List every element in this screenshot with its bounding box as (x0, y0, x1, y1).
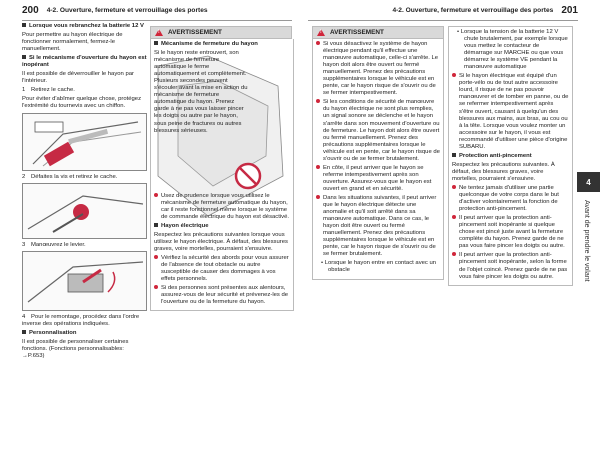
bullet-dot-icon (154, 285, 158, 289)
column-4 (448, 26, 573, 286)
warning-text: Si le hayon reste entrouvert, son mécanisme de fermeture automatique le ferme automatiquement et complètement. Plusieurs secondes peuvent s'écouler avant la mise en action du mécanisme de fermeture automatique du hayon. Prenez garde à ne pas vous laisser pincer les doigts ou autre par le hayon, sous peine de fractures ou autres blessures sérieuses. (154, 50, 248, 134)
step-number: 1 (22, 87, 26, 94)
warning-icon (317, 29, 325, 36)
warning-label: AVERTISSEMENT (168, 28, 222, 36)
illustration-unscrew (22, 183, 147, 239)
square-bullet-icon (154, 41, 158, 45)
square-bullet-icon (154, 223, 158, 227)
warning-bullet: Si le hayon électrique est équipé d'un porte-vélo ou de tout autre accessoire lourd, il risque de ne pas pouvoir manœuvrer et de tomber en panne, ou de se refermer intempestivement après s'être ouvert, causant à quelqu'un des blessures aux mains, aux bras, au cou ou à la tête. Lorsque vous voulez monter un accessoire sur le hayon, il vous est recommandé d'utiliser une pièce d'origine SUBARU. (459, 73, 569, 150)
bullet-dot-icon (154, 193, 158, 197)
left-page-number: 200 (22, 4, 39, 16)
step-text: Manœuvrez le levier. (31, 241, 86, 248)
bullet-dot-icon (316, 99, 320, 103)
bullet-dot-icon (154, 255, 158, 259)
warning-bullet: Si les conditions de sécurité de manœuvre du hayon électrique ne sont plus remplies, un signal sonore se déclenche et le hayon s'arrête dans son mouvement d'ouverture ou de fermeture. Le hayon doit alors être ouvert ou fermé manuellement. Prenez des précautions supplémentaires lorsque le véhicule est en pente, car le hayon risque de s'ouvrir ou de se fermer brutalement. (323, 99, 440, 162)
warning-label: AVERTISSEMENT (330, 28, 384, 36)
warning-bullet: Il peut arriver que la protection anti-pincement soit inopérante, selon la forme de l'objet coincé. Prenez garde de ne pas vous faire pincer les doigts ou autre. (459, 252, 568, 280)
bullet-dot-icon (316, 195, 320, 199)
chapter-tab: 4 (577, 172, 600, 192)
bullet-dot-icon (316, 165, 320, 169)
left-page-header (22, 0, 208, 20)
illustration-remove-cover (22, 113, 147, 171)
section-title: Lorsque vous rebranchez la batterie 12 V (29, 23, 144, 29)
step-text: Retirez le cache. (31, 87, 75, 94)
warning-bullet: Lorsque la tension de la batterie 12 V chute brutalement, par exemple lorsque vous mettez le contacteur de démarrage sur MARCHE ou que vous démarrez le système VE pendant la manœuvre automatique (460, 29, 568, 71)
bullet-dot-icon (452, 185, 456, 189)
chapter-tab-label: Avant de prendre le volant (583, 200, 590, 282)
step-number: 2 (22, 173, 26, 180)
left-chapter-title: 4-2. Ouverture, fermeture et verrouillage des portes (46, 6, 208, 14)
step-text: Pour le remontage, procédez dans l'ordre inverse des opérations indiquées. (22, 313, 140, 327)
warning-bullet: En côte, il peut arriver que le hayon se referme intempestivement après son ouverture. Assurez-vous que le hayon est ouvert en grand et en sécurité. (323, 164, 432, 192)
section-title: Personnalisation (29, 329, 77, 336)
warning-text: Respectez les précautions suivantes lorsque vous utilisez le hayon électrique. À défaut, des blessures graves, voire mortelles, pourraient s'ensuivre. (154, 231, 288, 252)
warning-bullet: Si vous désactivez le système de hayon électrique pendant qu'il effectue une manœuvre automatique, celle-ci s'arrête. Le hayon doit alors être ouvert ou fermé manuellement. Prenez des précautions supplémentaires lorsque le véhicule est en pente, car le hayon risque de s'ouvrir ou de se fermer intempestivement. (323, 41, 439, 97)
bullet-dot-icon (316, 41, 320, 45)
section-title: Si le mécanisme d'ouverture du hayon est inopérant (22, 55, 147, 69)
warning-bullet: Si des personnes sont présentes aux alentours, assurez-vous de leur sécurité et prévenez-les de l'ouverture ou de la fermeture du hayon. (161, 285, 289, 306)
right-page-header (392, 0, 578, 20)
illustration-lever (22, 251, 147, 311)
warning-title: Hayon électrique (161, 222, 209, 229)
warning-header (150, 26, 292, 39)
sub-bullet-icon: • (457, 29, 461, 35)
step-number: 3 (22, 241, 26, 248)
warning-header (312, 26, 444, 39)
paragraph: Il est possible de déverrouiller le hayon par l'intérieur. (22, 71, 134, 85)
warning-text: Respectez les précautions suivantes. À défaut, des blessures graves, voire mortelles, pourraient s'ensuivre. (452, 161, 555, 182)
warning-bullet: Il peut arriver que la protection anti-pincement soit inopérante si quelque chose est pincé juste avant la fermeture complète du hayon. Prenez garde de ne pas vous faire pincer les doigts ou autre. (459, 215, 565, 250)
warning-bullet: Usez de prudence lorsque vous utilisez le mécanisme de fermeture automatique du hayon, car il reste fonctionnel même lorsque le système de commande électrique du hayon est désactivé. (161, 192, 290, 220)
warning-bullet: Vérifiez la sécurité des abords pour vous assurer de l'absence de tout obstacle ou autre susceptible de causer des dommages à vos effets personnels. (161, 254, 289, 283)
square-bullet-icon (22, 23, 26, 27)
left-header-rule (22, 20, 292, 21)
right-page-number: 201 (561, 4, 578, 16)
square-bullet-icon (452, 153, 456, 157)
paragraph: Pour permettre au hayon électrique de fonctionner normalement, fermez-le manuellement. (22, 32, 123, 53)
column-1 (22, 23, 147, 362)
step-text: Défaites la vis et retirez le cache. (31, 173, 118, 180)
square-bullet-icon (22, 55, 26, 59)
right-header-rule (308, 20, 578, 21)
paragraph: Il est possible de personnaliser certaines fonctions. (Fonctions personnalisables: →P.653) (22, 338, 129, 359)
right-chapter-title: 4-2. Ouverture, fermeture et verrouillage des portes (392, 6, 554, 14)
square-bullet-icon (22, 330, 26, 334)
column-3 (312, 26, 444, 280)
bullet-dot-icon (452, 252, 456, 256)
warning-title: Mécanisme de fermeture du hayon (161, 41, 258, 47)
warning-title: Protection anti-pincement (459, 152, 532, 159)
sub-bullet-icon: • (321, 260, 325, 267)
step-number: 4 (22, 313, 26, 320)
warning-box-continued (448, 26, 573, 286)
warning-icon (155, 29, 163, 36)
warning-bullet: Dans les situations suivantes, il peut arriver que le hayon électrique détecte une anomalie et qu'il soit arrêté dans sa manœuvre automatique. Dans ce cas, le hayon doit être ouvert ou fermé manuellement. Prenez des précautions supplémentaires lorsque le véhicule est en pente, car le hayon risque de s'ouvrir ou de se fermer brutalement. (323, 194, 437, 258)
warning-box (150, 39, 294, 311)
warning-bullet: Lorsque le hayon entre en contact avec un obstacle (324, 260, 437, 274)
paragraph: Pour éviter d'abîmer quelque chose, protégez l'extrémité du tournevis avec un chiffon. (22, 96, 142, 110)
warning-bullet: Ne tentez jamais d'utiliser une partie quelconque de votre corps dans le but d'activer volontairement la fonction de protection anti-pincement. (459, 184, 559, 213)
warning-box (312, 39, 444, 280)
column-2 (150, 26, 292, 311)
bullet-dot-icon (452, 215, 456, 219)
bullet-dot-icon (452, 73, 456, 77)
